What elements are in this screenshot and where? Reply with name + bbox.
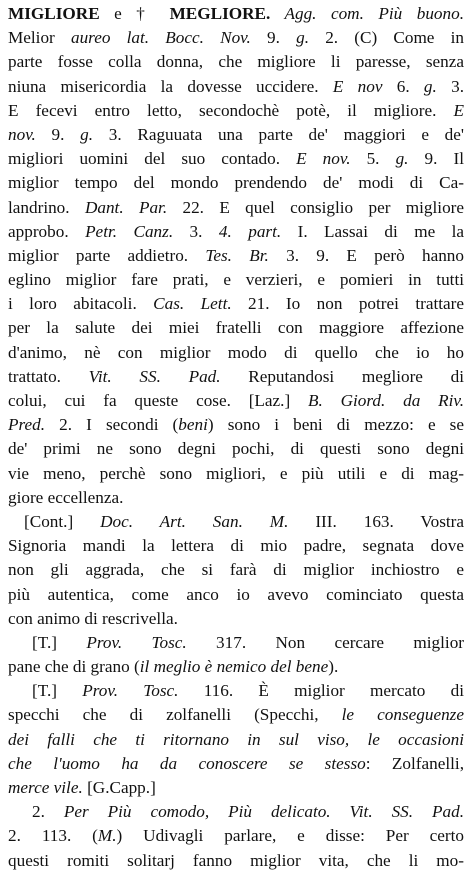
text-line [8,75,464,99]
citation-block [8,800,464,873]
italic-text: merce vile. [8,778,83,797]
italic-text: Petr. Canz. [85,221,174,241]
text-line [8,800,464,824]
text-run: 2. (C) Come in [309,28,464,48]
text-line [8,776,464,800]
text-run: [G.Capp.] [82,778,156,797]
text-run: d'animo, nè con miglior modo di quello che io ho [8,342,464,362]
citation-block [8,631,464,679]
headword: MEGLIORE. [169,4,271,23]
text-line [8,147,464,171]
text-line [8,703,464,727]
italic-text: E [453,100,464,120]
italic-text: Agg. com. Più buono. [270,4,464,23]
text-line [8,534,464,558]
italic-text: g. [423,76,437,96]
text-run: giore eccellenza. [8,487,124,507]
text-run: questi romiti solitarj fanno miglior vita, che li mo- [8,850,464,870]
text-line [8,99,464,123]
text-run: 9. [35,124,81,144]
text-line [8,631,464,655]
italic-text: Prov. Tosc. [86,632,187,652]
text-line [8,849,464,873]
text-run: 116. È miglior mercato di [178,681,464,701]
text-line [8,389,464,413]
text-line [8,437,464,461]
italic-text: B. Giord. da Riv. [308,391,464,410]
text-line [8,655,464,679]
italic-text: Pred. [8,415,46,435]
text-line [8,824,464,848]
text-line [8,123,464,147]
dictionary-entry [8,2,464,873]
italic-text: dei falli che ti ritornano in sul viso, le occasioni [8,729,464,749]
italic-text: E nov [332,76,383,96]
text-run: landrino. [8,197,85,217]
text-run: : Zolfanelli, [365,753,464,773]
text-run: 3. [436,76,464,96]
italic-text: aureo lat. Bocc. Nov. [70,28,251,48]
text-run: non gli aggrada, che si farà di miglior inchiostro e [8,560,464,580]
italic-text: che l'uomo ha da conoscere se stesso [8,753,366,773]
citation-block [8,510,464,631]
text-run: Melior [8,28,71,48]
italic-text: g. [395,149,409,169]
text-run: 3. [173,221,219,241]
text-run: 2. I secondi ( [45,415,179,435]
italic-text: 4. [218,221,232,241]
italic-text: E nov. [296,149,351,169]
text-line [8,316,464,340]
text-run: i loro abitacoli. [8,294,154,314]
headword: MIGLIORE [8,4,100,23]
text-run: 3. 9. E però hanno [268,245,464,265]
text-run: Reputandosi megliore di [220,366,464,386]
text-run: [T.] [32,632,87,652]
text-run: parte fosse colla donna, che migliore li paresse, senza [8,52,464,72]
text-run: 21. Io non potrei trattare [231,294,464,314]
text-line [8,728,464,752]
text-run: 6. [382,76,424,96]
text-run: 22. E quel consiglio per migliore [167,197,464,217]
text-run: E fecevi entro letto, secondochè potè, il migliore. [8,100,454,120]
text-run: 9. [250,28,297,48]
italic-text: Per Più comodo, Più delicato. Vit. SS. Pad. [63,802,464,822]
italic-text: Prov. Tosc. [82,681,179,701]
text-run: [Cont.] [24,511,101,531]
text-line [8,607,464,631]
text-run: trattato. [8,366,89,386]
text-run: 9. Il [408,149,464,169]
text-line [8,679,464,703]
text-line [8,462,464,486]
text-run: pane che di grano ( [8,657,140,677]
text-run: approbo. [8,221,86,241]
text-run: specchi che di zolfanelli (Specchi, [8,705,342,725]
italic-text: nov. [8,124,36,144]
text-run: miglior tempo del mondo prendendo de' modi di Ca- [8,173,464,193]
text-run: 5. [350,149,396,169]
text-line [8,196,464,220]
text-line [8,171,464,195]
text-run: 2. [32,802,64,822]
text-line [8,26,464,50]
text-run: con animo di rescrivella. [8,608,178,628]
text-run: ). [328,657,339,677]
italic-text: Dant. Par. [84,197,168,217]
text-run: colui, cui fa queste cose. [Laz.] [8,391,308,410]
text-run: vie meno, perchè sono migliori, e più utili e di mag- [8,463,464,483]
text-line [8,365,464,389]
italic-text: beni [178,415,208,435]
text-run: 317. Non cercare miglior [186,632,464,652]
text-line [8,583,464,607]
text-run: 3. Raguuata una parte de' maggiori e de' [93,124,464,144]
italic-text: g. [80,124,94,144]
text-line [8,268,464,292]
italic-text: Doc. Art. San. M. [100,511,289,531]
text-line [8,486,464,510]
italic-text: part. [248,221,282,241]
text-line [8,50,464,74]
italic-text: M. [97,826,117,846]
italic-text: Vit. SS. Pad. [88,366,221,386]
text-run: e † [99,4,170,23]
italic-text: le conseguenze [341,705,464,725]
text-run: Signoria mandi la lettera di mio padre, segnata dove [8,536,464,556]
text-run: per la salute dei miei fratelli con maggiore affezione [8,318,464,338]
text-run: de' primi ne sono degni pochi, di questi sono degni [8,439,464,459]
italic-text: il meglio è nemico del bene [139,657,329,677]
text-line [8,558,464,582]
text-line [8,220,464,244]
italic-text: Tes. Br. [205,245,269,265]
text-line [8,341,464,365]
text-run: eglino miglior fare prati, e verzieri, e pomieri in tutti [8,270,464,290]
citation-block [8,679,464,800]
text-line [8,752,464,776]
text-run: 2. 113. ( [8,826,98,846]
text-run: migliori uomini del suo contado. [8,149,297,169]
text-run [232,222,248,241]
text-line [8,510,464,534]
text-line [8,292,464,316]
text-run: [T.] [32,681,83,701]
italic-text: Cas. Lett. [153,294,232,314]
text-run: ) sono i beni di mezzo: e se [207,415,464,435]
text-run: I. Lassai di me la [281,221,464,241]
text-run: ) Udivagli parlare, e disse: Per certo [116,826,464,846]
text-line [8,413,464,437]
text-run: miglior parte addietro. [8,245,206,265]
text-line [8,244,464,268]
italic-text: g. [296,28,309,48]
text-run: III. 163. Vostra [288,511,464,531]
text-run: più autentica, come anco io avevo cominciato questa [8,584,464,604]
text-run: niuna misericordia la dovesse uccidere. [8,76,333,96]
text-line [8,2,464,26]
